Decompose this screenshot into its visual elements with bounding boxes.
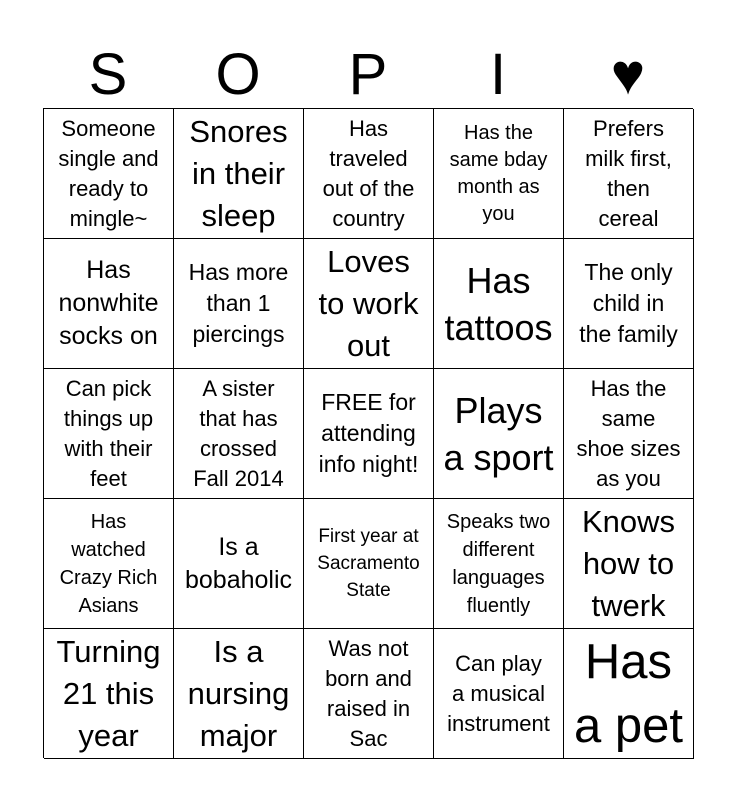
cell-text: Can pick things up with their feet [63,375,154,491]
bingo-cell[interactable] [564,109,694,239]
bingo-cell[interactable] [304,629,434,759]
bingo-cell[interactable] [434,629,564,759]
cell-text: Snores in their sleep [189,113,288,233]
bingo-cell[interactable] [564,629,694,759]
cell-text: Has a pet [574,634,683,753]
bingo-cell[interactable] [564,369,694,499]
bingo-cell[interactable] [304,239,434,369]
cell-text: Loves to work out [318,243,419,363]
bingo-cell[interactable] [564,499,694,629]
bingo-cell[interactable] [44,499,174,629]
bingo-cell[interactable] [174,369,304,499]
cell-text: Was not born and raised in Sac [325,635,412,751]
cell-text: Turning 21 this year [56,633,161,753]
bingo-cell[interactable] [174,239,304,369]
bingo-cell[interactable] [174,629,304,759]
cell-text: Has watched Crazy Rich Asians [59,510,158,617]
bingo-cell[interactable] [174,109,304,239]
header-letter-o: O [215,42,261,107]
cell-text: Speaks two different languages fluently [446,510,551,617]
bingo-cell[interactable] [434,499,564,629]
bingo-cell[interactable] [304,499,434,629]
bingo-cell[interactable] [304,369,434,499]
cell-text: Plays a sport [443,389,554,478]
bingo-grid [43,108,693,758]
heart-icon: ♥ [610,42,646,107]
cell-text: Is a bobaholic [184,532,293,594]
bingo-cell[interactable] [44,629,174,759]
cell-text: Someone single and ready to mingle~ [58,115,159,231]
cell-text: Has more than 1 piercings [188,259,289,347]
bingo-cell[interactable] [434,369,564,499]
header-letter-p: P [348,42,388,107]
cell-text: Is a nursing major [187,633,290,753]
cell-text: Prefers milk first, then cereal [585,115,672,231]
cell-text: Has nonwhite socks on [58,256,159,350]
header-letter-i: I [489,42,507,107]
cell-text: Has traveled out of the country [322,115,415,231]
cell-text: The only child in the family [579,259,678,347]
bingo-cell[interactable] [44,109,174,239]
cell-text: FREE for attending info night! [318,389,419,477]
header-letter-s: S [88,42,128,107]
bingo-cell[interactable] [44,369,174,499]
cell-text: Can play a musical instrument [447,650,550,736]
cell-text: A sister that has crossed Fall 2014 [193,375,284,491]
bingo-cell[interactable] [564,239,694,369]
bingo-cell[interactable] [44,239,174,369]
bingo-cell[interactable] [304,109,434,239]
bingo-header [43,42,693,108]
cell-text: Has the same shoe sizes as you [576,375,681,491]
cell-text: Has tattoos [444,259,553,348]
cell-text: Has the same bday month as you [449,121,548,225]
bingo-cell[interactable] [434,239,564,369]
bingo-cell[interactable] [174,499,304,629]
cell-text: First year at Sacramento State [317,526,420,601]
cell-text: Knows how to twerk [581,503,676,623]
bingo-cell[interactable] [434,109,564,239]
